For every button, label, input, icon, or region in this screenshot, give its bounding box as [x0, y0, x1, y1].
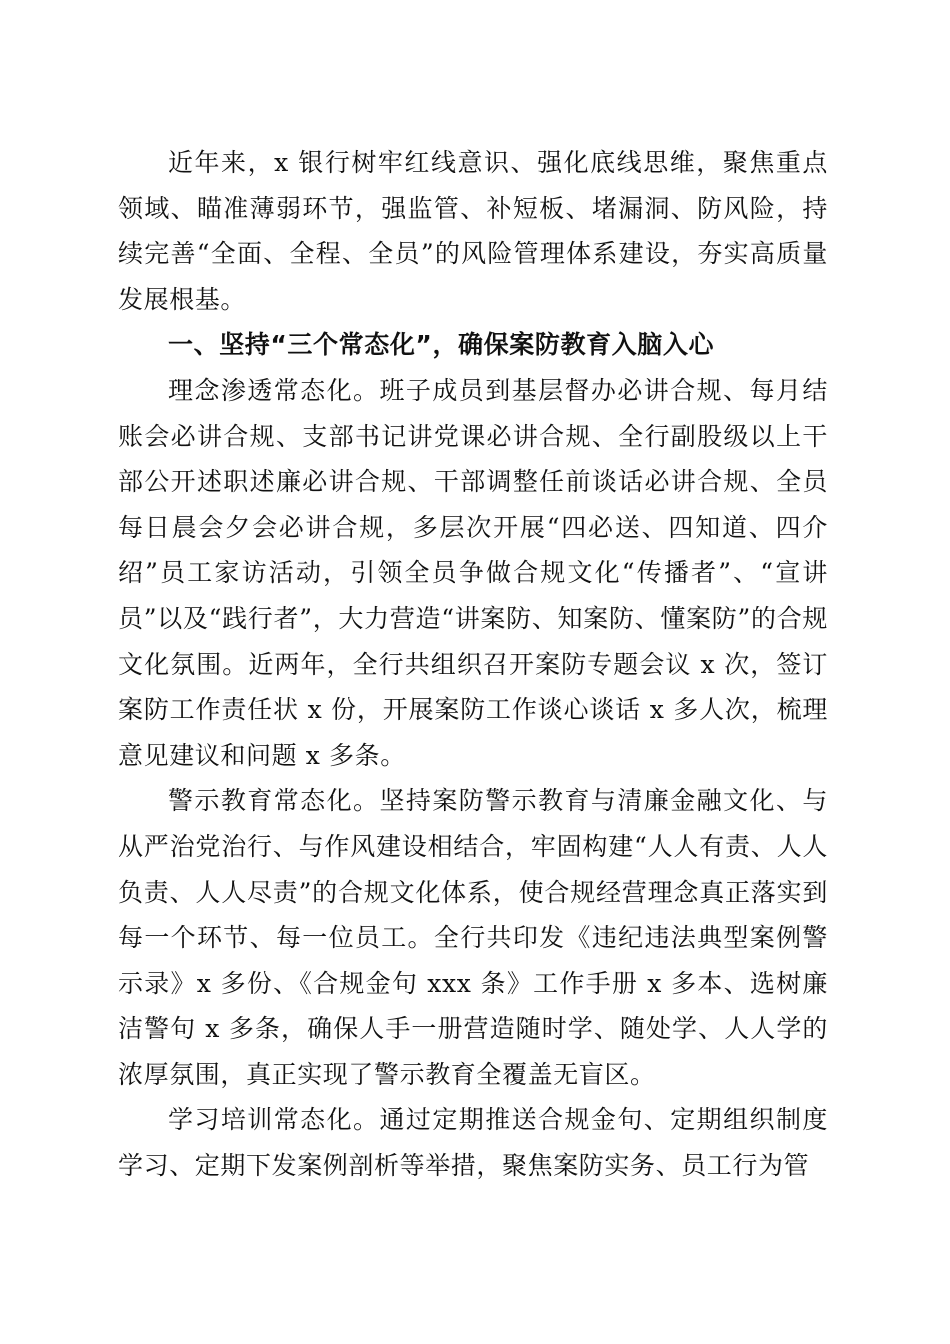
warning-education-paragraph: 警示教育常态化。坚持案防警示教育与清廉金融文化、与从严治党治行、与作风建设相结合，牢固构建“人人有责、人人负责、人人尽责”的合规文化体系，使合规经营理念真正落实到每一个环节、每一位员工。全行共印发《违纪违法典型案例警示录》x 多份、《合规金句 xxx 条》工作手册 x 多本、选树廉洁警句 x 多条，确保人手一册营造随时学、随处学、人人学的浓厚氛围，真正实现了警示教育全覆盖无盲区。: [118, 786, 829, 1089]
concept-paragraph: 理念渗透常态化。班子成员到基层督办必讲合规、每月结账会必讲合规、支部书记讲党课必讲合规、全行副股级以上干部公开述职述廉必讲合规、干部调整任前谈话必讲合规、全员每日晨会夕会必讲合规，多层次开展“四必送、四知道、四介绍”员工家访活动，引领全员争做合规文化“传播者”、“宣讲员”以及“践行者”，大力营造“讲案防、知案防、懂案防”的合规文化氛围。近两年，全行共组织召开案防专题会议 x 次，签订案防工作责任状 x 份，开展案防工作谈心谈话 x 多人次，梳理意见建议和问题 x 多条。: [118, 375, 828, 770]
section-heading: 一、坚持“三个常态化”，确保案防教育入脑入心: [168, 330, 715, 360]
training-paragraph: 学习培训常态化。通过定期推送合规金句、定期组织制度学习、定期下发案例剖析等举措，聚焦案防实务、员工行为管: [118, 1105, 828, 1181]
document-body: [118, 140, 828, 1189]
intro-paragraph: 近年来，x 银行树牢红线意识、强化底线思维，聚焦重点领域、瞄准薄弱环节，强监管、补短板、堵漏洞、防风险，持续完善“全面、全程、全员”的风险管理体系建设，夯实高质量发展根基。: [118, 148, 828, 314]
